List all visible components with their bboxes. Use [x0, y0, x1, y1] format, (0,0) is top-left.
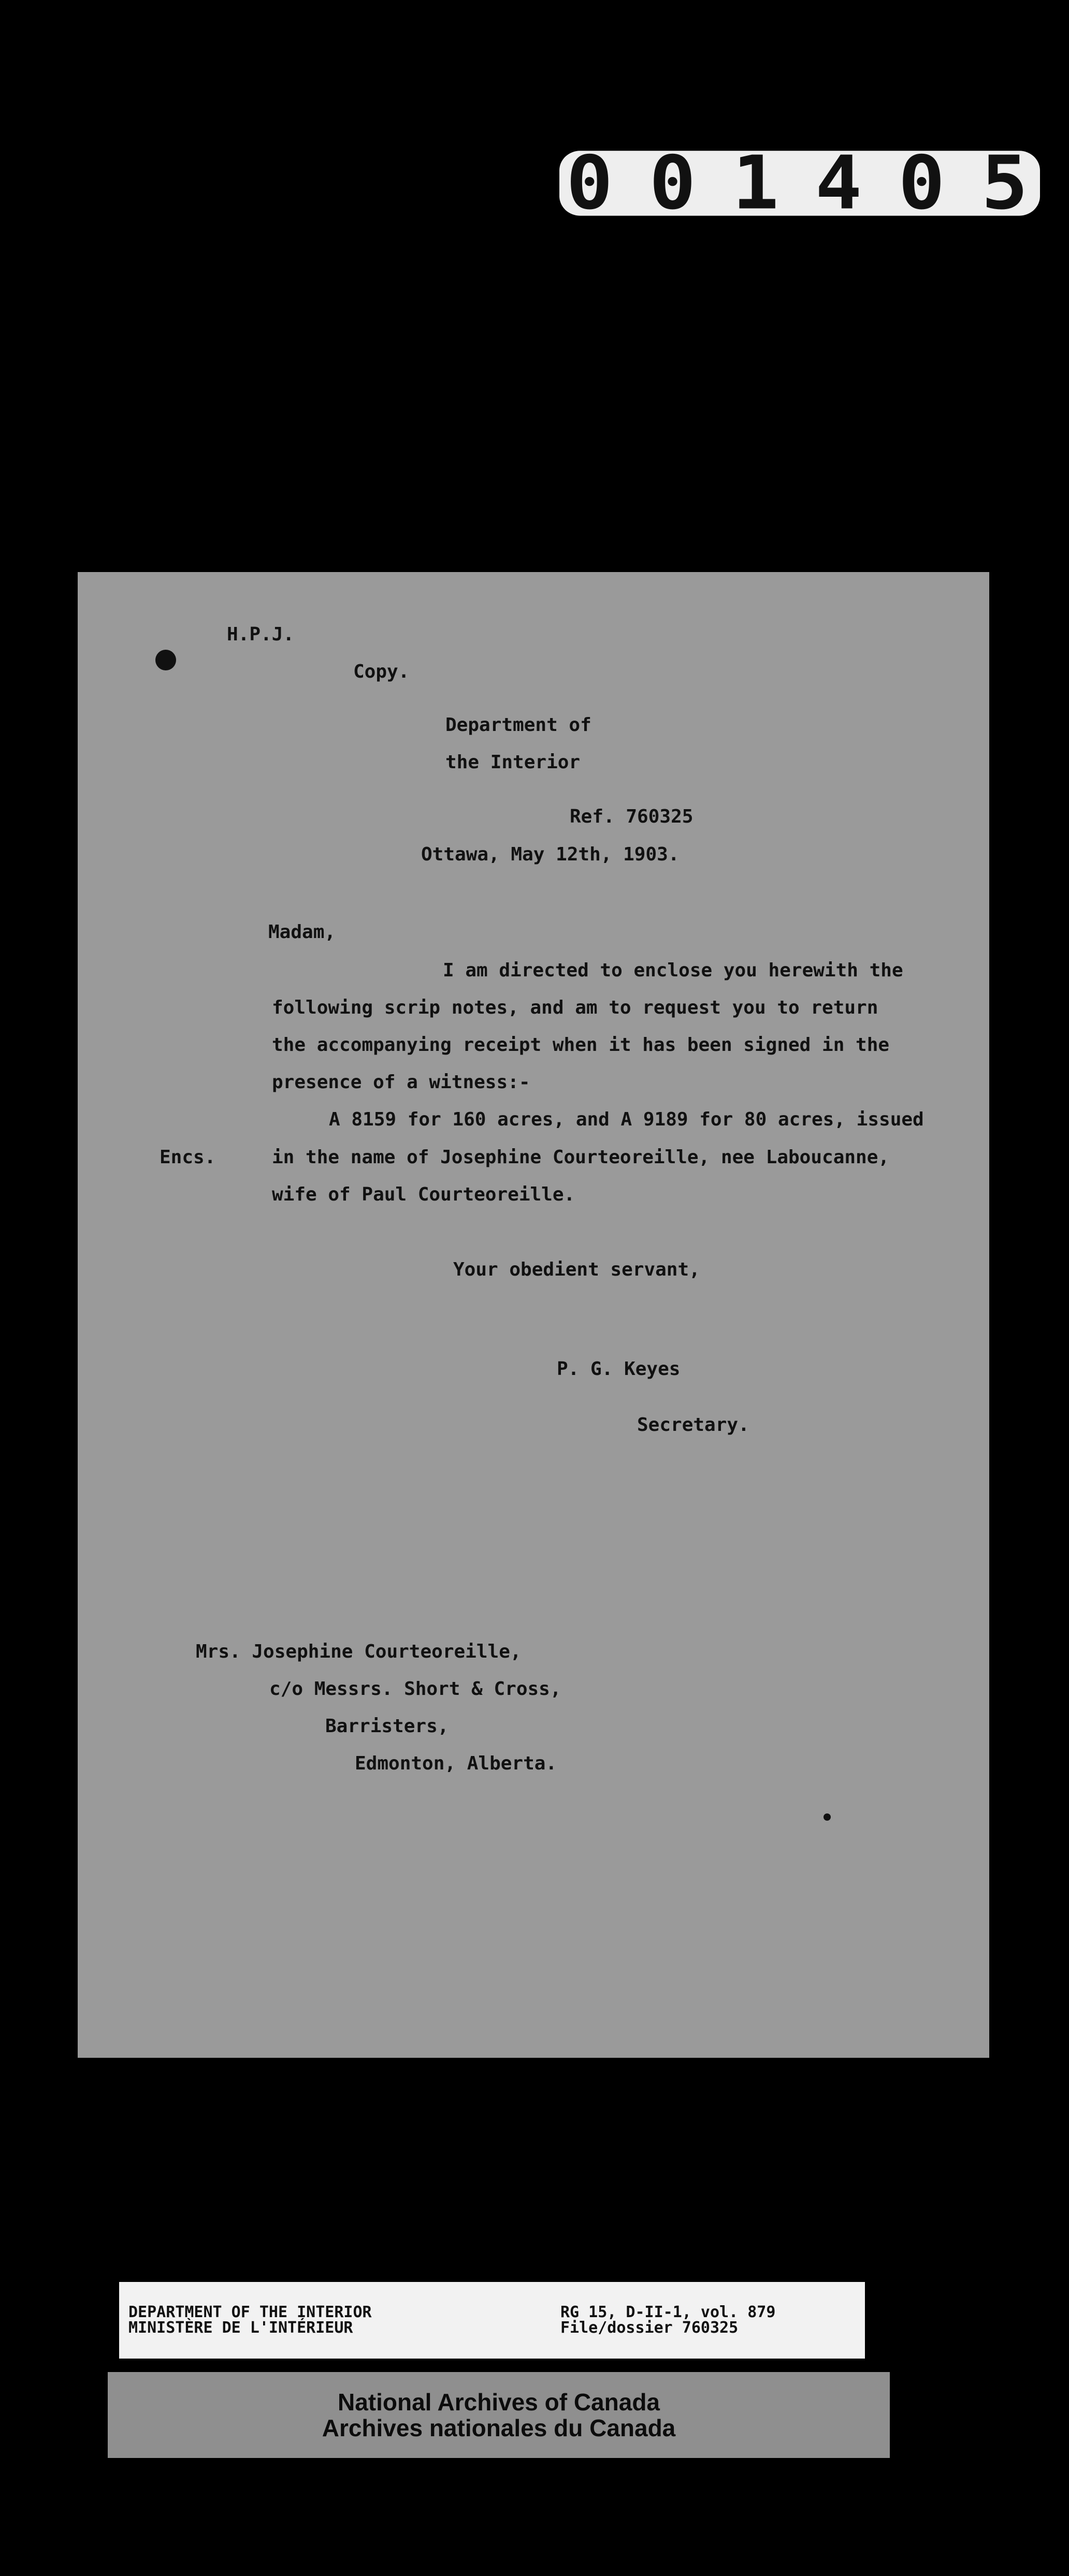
letter-page	[78, 572, 989, 2058]
closing: Your obedient servant,	[453, 1259, 700, 1280]
address-line: Barristers,	[325, 1716, 449, 1737]
archives-name-en: National Archives of Canada	[337, 2389, 660, 2416]
archive-reference-label	[119, 2282, 865, 2359]
address-line: Mrs. Josephine Courteoreille,	[196, 1641, 522, 1662]
body-line: in the name of Josephine Courteoreille, nee Laboucanne,	[272, 1147, 890, 1168]
archives-name-fr: Archives nationales du Canada	[322, 2414, 676, 2441]
place-date: Ottawa, May 12th, 1903.	[421, 844, 680, 865]
frame-number-label: 001405	[559, 151, 1040, 215]
signatory-title: Secretary.	[637, 1414, 749, 1436]
address-line: c/o Messrs. Short & Cross,	[269, 1678, 561, 1700]
body-line: the accompanying receipt when it has been signed in the	[272, 1034, 890, 1056]
reference-number: Ref. 760325	[570, 806, 694, 827]
signatory-name: P. G. Keyes	[557, 1358, 681, 1380]
department-name-en: DEPARTMENT OF THE INTERIOR	[128, 2303, 372, 2321]
body-line: I am directed to enclose you herewith the	[443, 960, 903, 981]
body-line: A 8159 for 160 acres, and A 9189 for 80 acres, issued	[329, 1109, 924, 1130]
body-line: presence of a witness:-	[272, 1072, 530, 1093]
archives-stamp	[108, 2372, 890, 2458]
file-reference: File/dossier 760325	[560, 2319, 739, 2337]
record-group-reference: RG 15, D-II-1, vol. 879	[560, 2303, 776, 2321]
enclosures-label: Encs.	[160, 1147, 216, 1168]
body-line: following scrip notes, and am to request you to return	[272, 997, 878, 1018]
department-line-2: the Interior	[445, 752, 581, 773]
ink-smudge	[155, 650, 176, 670]
ink-dot	[824, 1813, 831, 1821]
copy-label: Copy.	[353, 661, 410, 682]
salutation: Madam,	[268, 921, 336, 943]
department-name-fr: MINISTÈRE DE L'INTÉRIEUR	[128, 2319, 353, 2337]
department-line-1: Department of	[445, 714, 591, 736]
initials: H.P.J.	[227, 624, 295, 645]
address-line: Edmonton, Alberta.	[355, 1753, 557, 1774]
body-line: wife of Paul Courteoreille.	[272, 1184, 575, 1205]
